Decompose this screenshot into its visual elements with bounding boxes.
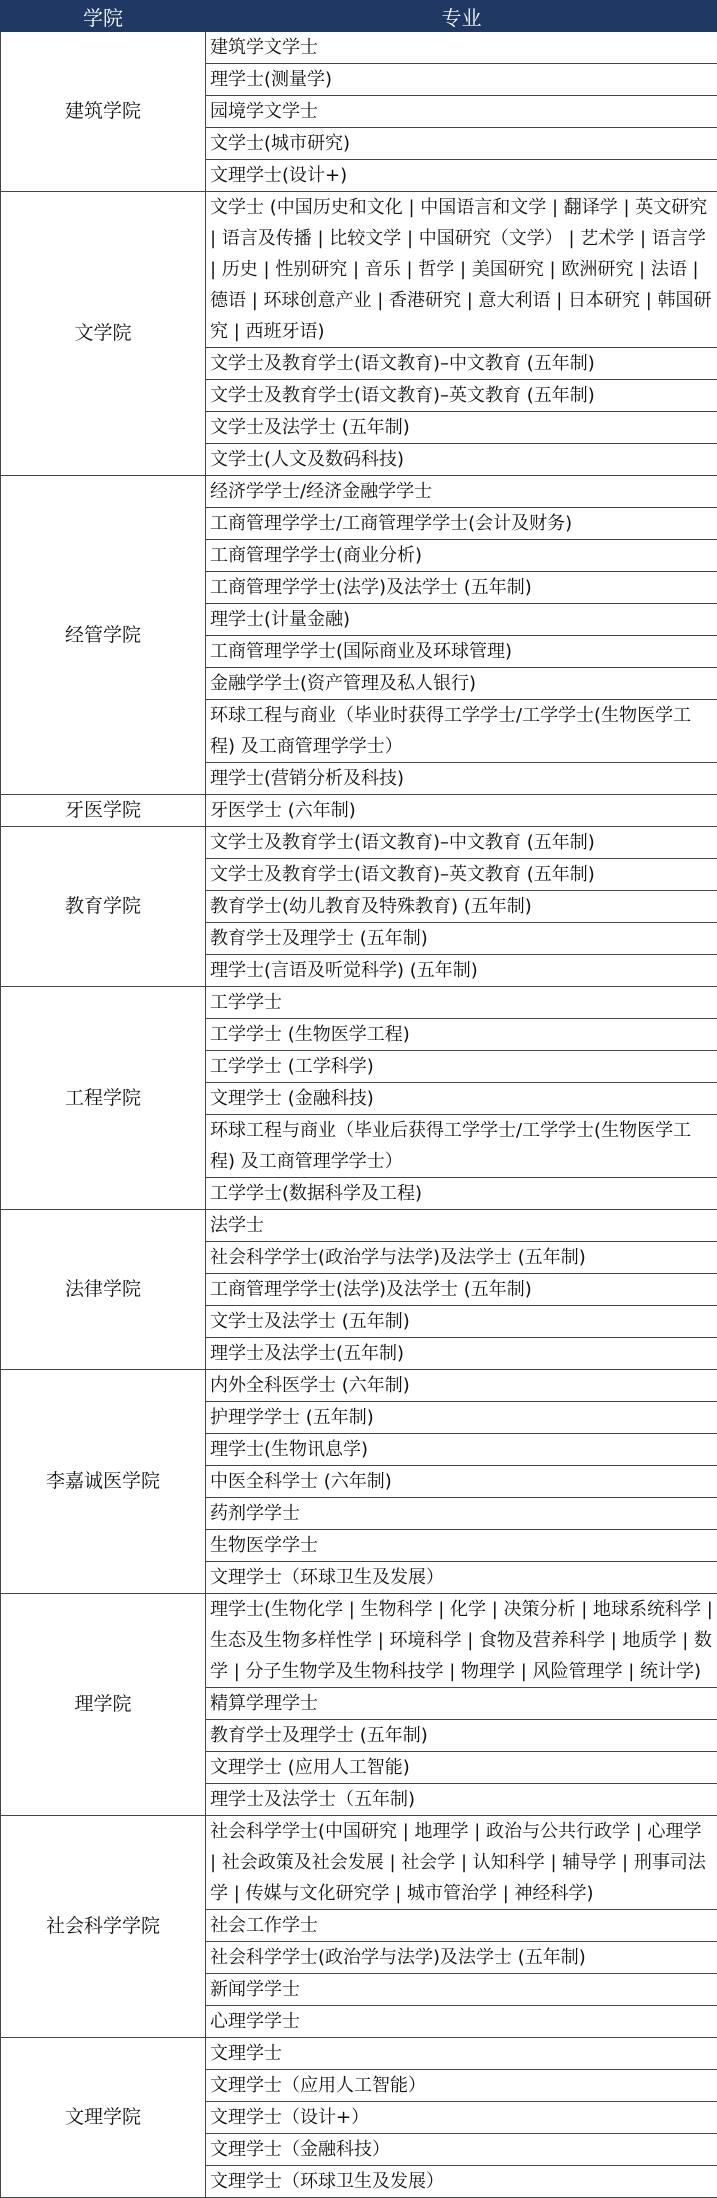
- major-cell: 工学学士 (工学科学): [206, 1051, 717, 1083]
- college-cell: 文学院: [1, 192, 206, 476]
- major-cell: 理学士(计量金融): [206, 604, 717, 636]
- major-cell: 环球工程与商业（毕业时获得工学学士/工学学士(生物医学工程) 及工商管理学学士）: [206, 700, 717, 763]
- major-cell: 文理学士 (应用人工智能): [206, 1752, 717, 1784]
- major-cell: 工学学士 (生物医学工程): [206, 1019, 717, 1051]
- major-cell: 理学士(生物讯息学): [206, 1434, 717, 1466]
- major-cell: 社会科学学士(中国研究 | 地理学 | 政治与公共行政学 | 心理学 | 社会政策及社会发展 | 社会学 | 认知科学 | 辅导学 | 刑事司法学 | 传媒与文化研究学 | 城市管治学 | 神经科学): [206, 1816, 717, 1910]
- major-cell: 社会科学学士(政治学与法学)及法学士 (五年制): [206, 1242, 717, 1274]
- college-cell: 教育学院: [1, 827, 206, 987]
- college-cell: 法律学院: [1, 1210, 206, 1370]
- major-cell: 环球工程与商业（毕业后获得工学学士/工学学士(生物医学工程) 及工商管理学学士）: [206, 1115, 717, 1178]
- major-cell: 教育学士及理学士 (五年制): [206, 923, 717, 955]
- major-cell: 理学士(营销分析及科技): [206, 763, 717, 795]
- major-cell: 文理学士(设计+): [206, 160, 717, 192]
- major-cell: 文理学士（环球卫生及发展）: [206, 1562, 717, 1594]
- major-cell: 护理学学士 (五年制): [206, 1402, 717, 1434]
- header-college: 学院: [1, 1, 206, 32]
- header-major: 专业: [206, 1, 717, 32]
- college-cell: 牙医学院: [1, 795, 206, 827]
- major-cell: 文学士 (中国历史和文化 | 中国语言和文学 | 翻译学 | 英文研究 | 语言及传播 | 比较文学 | 中国研究（文学） | 艺术学 | 语言学 | 历史 | 性别研究 | 音乐 | 哲学 | 美国研究 | 欧洲研究 | 法语 | 德语 | 环球创意产业 | 香港研究 | 意大利语 | 日本研究 | 韩国研究 | 西班牙语): [206, 192, 717, 348]
- table-row: [1, 192, 717, 348]
- major-cell: 文理学士（设计+）: [206, 2102, 717, 2134]
- major-cell: 理学士及法学士（五年制): [206, 1784, 717, 1816]
- major-cell: 工商管理学学士(法学)及法学士 (五年制): [206, 1274, 717, 1306]
- major-cell: 药剂学学士: [206, 1498, 717, 1530]
- major-cell: 文学士及教育学士(语文教育)–英文教育 (五年制): [206, 380, 717, 412]
- college-cell: 工程学院: [1, 987, 206, 1210]
- table-row: [1, 1594, 717, 1688]
- table-row: [1, 32, 717, 64]
- major-cell: 社会工作学士: [206, 1910, 717, 1942]
- major-cell: 文学士(人文及数码科技): [206, 444, 717, 476]
- major-cell: 金融学学士(资产管理及私人银行): [206, 668, 717, 700]
- college-cell: 理学院: [1, 1594, 206, 1816]
- major-cell: 理学士(测量学): [206, 64, 717, 96]
- major-cell: 工商管理学学士/工商管理学学士(会计及财务): [206, 508, 717, 540]
- major-cell: 中医全科学士 (六年制): [206, 1466, 717, 1498]
- major-cell: 理学士及法学士(五年制): [206, 1338, 717, 1370]
- major-cell: 文理学士 (金融科技): [206, 1083, 717, 1115]
- table-row: [1, 1210, 717, 1242]
- table-row: [1, 987, 717, 1019]
- major-cell: 文学士及教育学士(语文教育)–中文教育 (五年制): [206, 348, 717, 380]
- college-cell: 文理学院: [1, 2038, 206, 2198]
- major-cell: 文学士及法学士 (五年制): [206, 412, 717, 444]
- college-cell: 经管学院: [1, 476, 206, 795]
- major-cell: 精算学理学士: [206, 1688, 717, 1720]
- major-cell: 经济学学士/经济金融学学士: [206, 476, 717, 508]
- major-cell: 建筑学文学士: [206, 32, 717, 64]
- major-cell: 文学士及法学士 (五年制): [206, 1306, 717, 1338]
- table-body: [1, 32, 717, 2198]
- major-cell: 生物医学学士: [206, 1530, 717, 1562]
- table-row: [1, 1370, 717, 1402]
- table-row: [1, 476, 717, 508]
- major-cell: 工商管理学学士(国际商业及环球管理): [206, 636, 717, 668]
- major-cell: 社会科学学士(政治学与法学)及法学士 (五年制): [206, 1942, 717, 1974]
- table-row: [1, 2038, 717, 2070]
- major-cell: 工学学士: [206, 987, 717, 1019]
- major-cell: 新闻学学士: [206, 1974, 717, 2006]
- table-header-row: [1, 1, 717, 32]
- major-cell: 理学士(生物化学 | 生物科学 | 化学 | 决策分析 | 地球系统科学 | 生态及生物多样性学 | 环境科学 | 食物及营养科学 | 地质学 | 数学 | 分子生物学及生物科技学 | 物理学 | 风险管理学 | 统计学): [206, 1594, 717, 1688]
- college-cell: 社会科学学院: [1, 1816, 206, 2038]
- major-cell: 文理学士（环球卫生及发展）: [206, 2166, 717, 2198]
- major-cell: 心理学学士: [206, 2006, 717, 2038]
- major-cell: 文理学士: [206, 2038, 717, 2070]
- college-cell: 李嘉诚医学院: [1, 1370, 206, 1594]
- major-cell: 园境学文学士: [206, 96, 717, 128]
- major-cell: 工商管理学学士(商业分析): [206, 540, 717, 572]
- major-cell: 牙医学士 (六年制): [206, 795, 717, 827]
- major-cell: 文理学士（应用人工智能）: [206, 2070, 717, 2102]
- major-cell: 教育学士及理学士 (五年制): [206, 1720, 717, 1752]
- major-cell: 理学士(言语及听觉科学) (五年制): [206, 955, 717, 987]
- major-cell: 工学学士(数据科学及工程): [206, 1178, 717, 1210]
- table-row: [1, 827, 717, 859]
- table-row: [1, 795, 717, 827]
- major-cell: 文学士(城市研究): [206, 128, 717, 160]
- major-cell: 法学士: [206, 1210, 717, 1242]
- major-cell: 工商管理学学士(法学)及法学士 (五年制): [206, 572, 717, 604]
- college-cell: 建筑学院: [1, 32, 206, 192]
- major-cell: 文学士及教育学士(语文教育)–英文教育 (五年制): [206, 859, 717, 891]
- major-cell: 教育学士(幼儿教育及特殊教育) (五年制): [206, 891, 717, 923]
- table-row: [1, 1816, 717, 1910]
- major-cell: 文理学士（金融科技）: [206, 2134, 717, 2166]
- major-cell: 文学士及教育学士(语文教育)–中文教育 (五年制): [206, 827, 717, 859]
- major-cell: 内外全科医学士 (六年制): [206, 1370, 717, 1402]
